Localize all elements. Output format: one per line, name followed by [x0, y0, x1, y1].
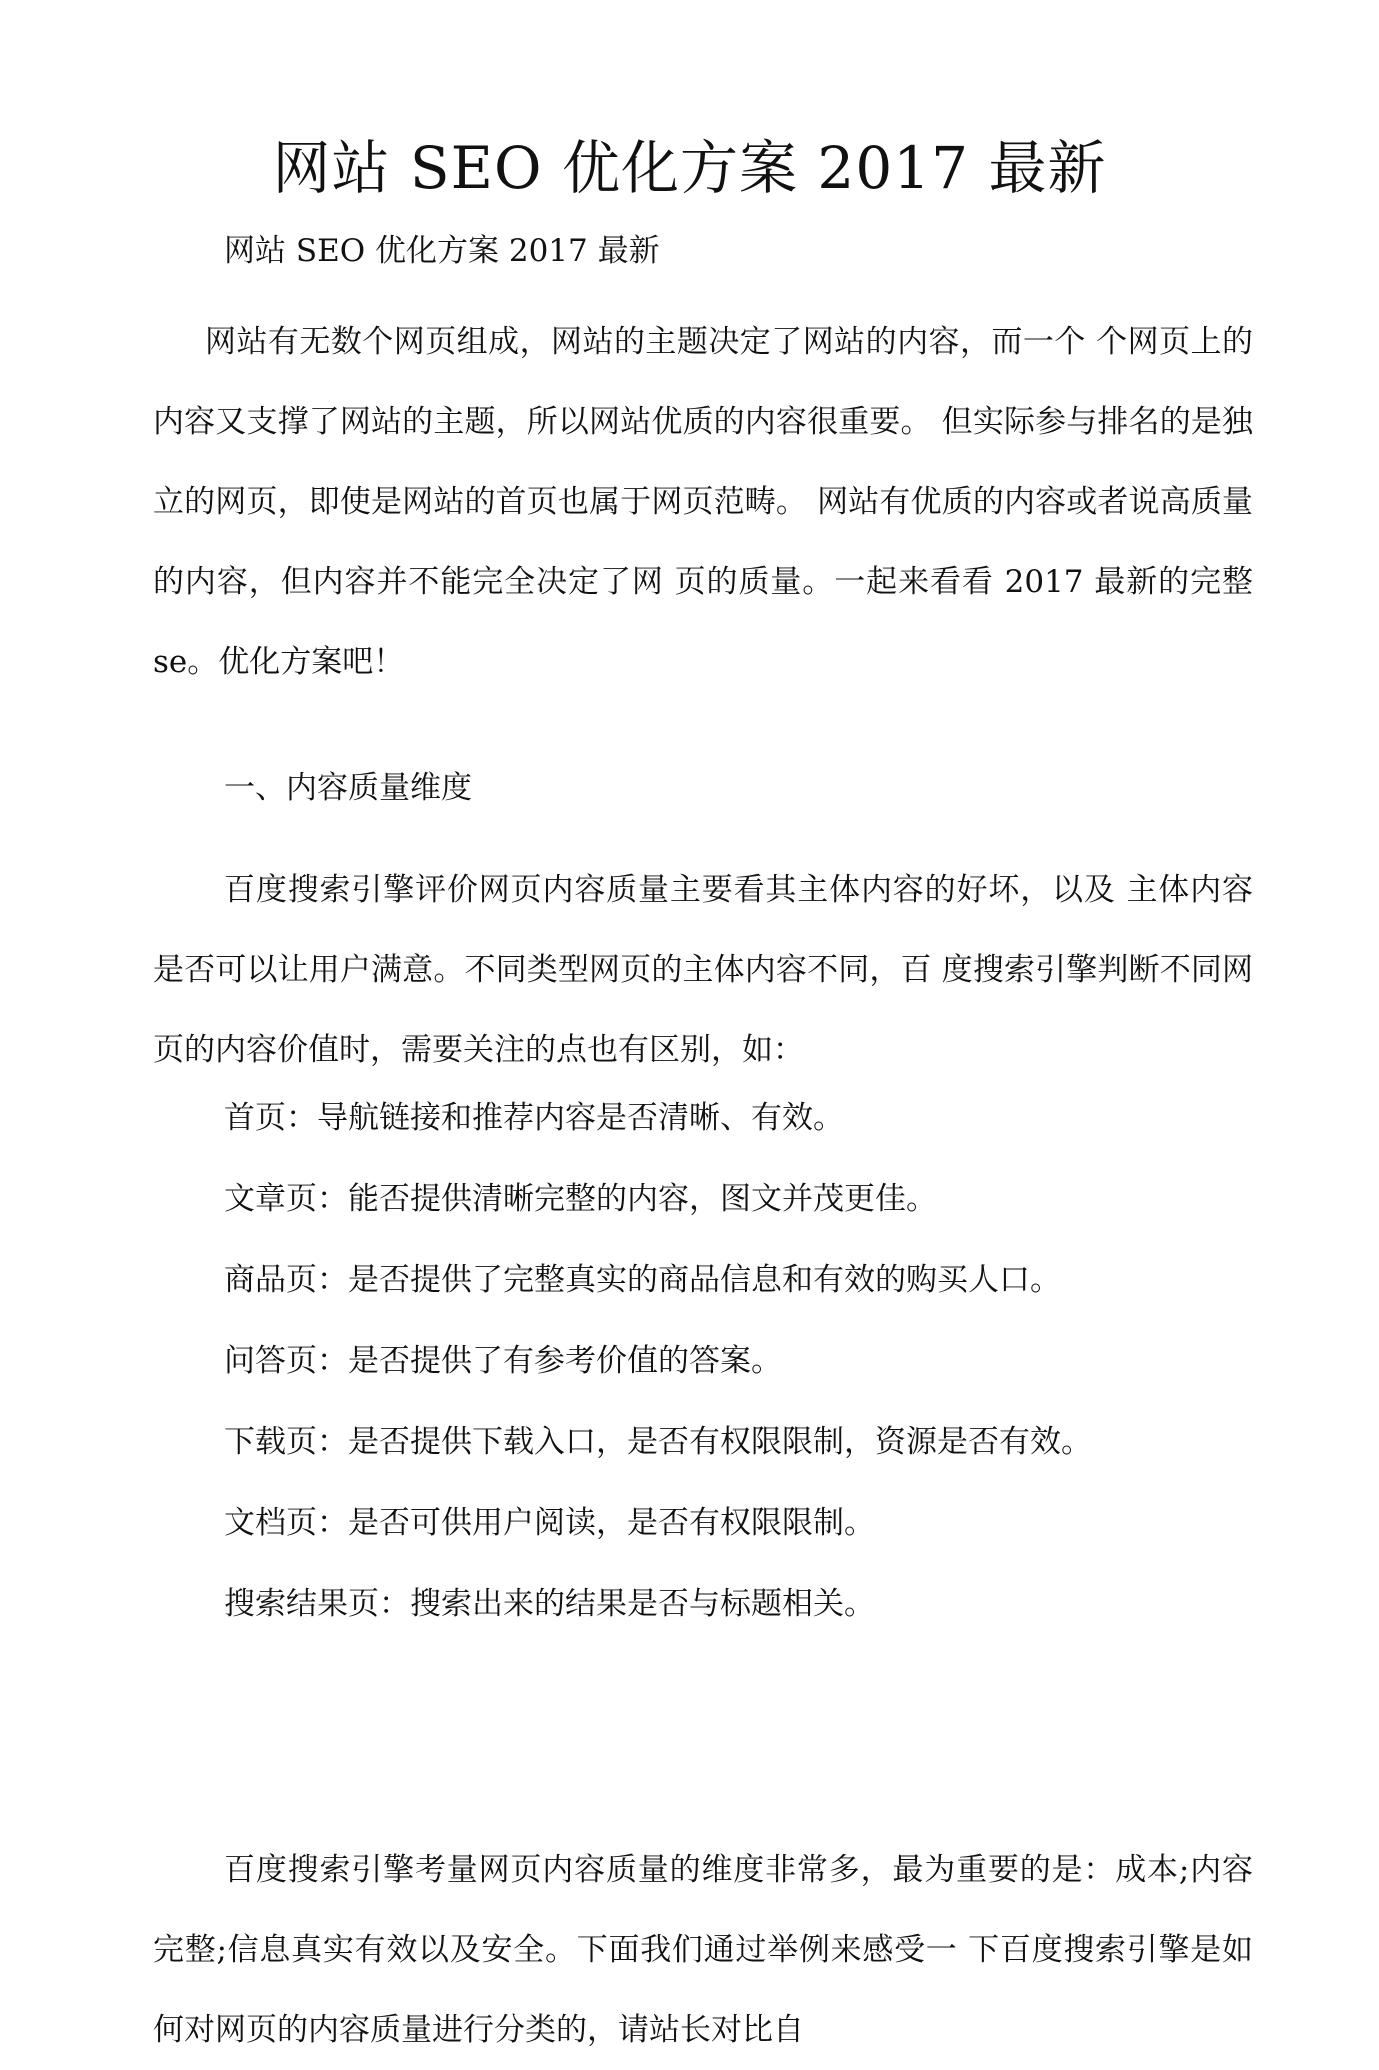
document-title: 网站 SEO 优化方案 2017 最新	[272, 134, 1107, 202]
closing-paragraph: 百度搜索引擎考量网页内容质量的维度非常多，最为重要的是：成本;内容完整;信息真实有效以及安全。下面我们通过举例来感受一 下百度搜索引擎是如何对网页的内容质量进行分类的，请站长对比自	[153, 1852, 1253, 2048]
page-type-item: 商品页：是否提供了完整真实的商品信息和有效的购买人口。	[224, 1262, 1061, 1298]
section-heading: 一、内容质量维度	[224, 770, 472, 806]
document-subtitle: 网站 SEO 优化方案 2017 最新	[224, 233, 660, 269]
page-type-item: 问答页：是否提供了有参考价值的答案。	[224, 1343, 782, 1379]
page-type-item: 文档页：是否可供用户阅读，是否有权限限制。	[224, 1505, 875, 1541]
page-type-item: 搜索结果页：搜索出来的结果是否与标题相关。	[224, 1586, 875, 1622]
page-type-item: 下载页：是否提供下载入口，是否有权限限制，资源是否有效。	[224, 1424, 1092, 1460]
page-type-item: 首页：导航链接和推荐内容是否清晰、有效。	[224, 1100, 844, 1136]
intro-paragraph: 网站有无数个网页组成，网站的主题决定了网站的内容，而一个 个网页上的内容又支撑了网站的主题，所以网站优质的内容很重要。 但实际参与排名的是独立的网页，即使是网站的首页也属于网页范畴。 网站有优质的内容或者说高质量的内容，但内容并不能完全决定了网 页的质量。一起来看看 2017 最新的完整 se。优化方案吧！	[153, 324, 1253, 680]
quality-paragraph: 百度搜索引擎评价网页内容质量主要看其主体内容的好坏，以及 主体内容是否可以让用户满意。不同类型网页的主体内容不同，百 度搜索引擎判断不同网页的内容价值时，需要关注的点也有区别，如：	[153, 872, 1253, 1068]
page-type-item: 文章页：能否提供清晰完整的内容，图文并茂更佳。	[224, 1181, 937, 1217]
